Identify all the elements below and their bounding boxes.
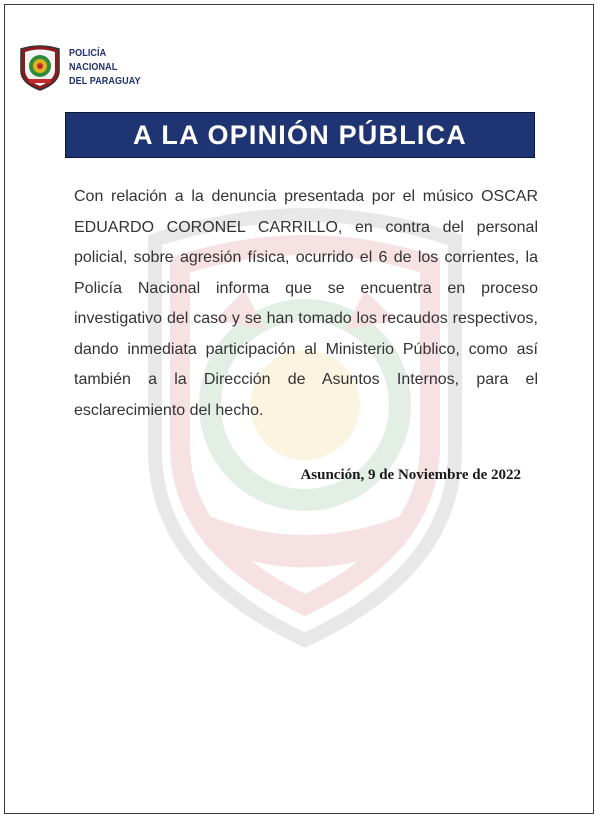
header-logo xyxy=(19,43,152,91)
org-name-line-2: NACIONAL xyxy=(69,61,118,73)
police-shield-icon xyxy=(19,43,61,91)
organization-name xyxy=(69,46,141,88)
org-name-line-1: POLICÍA xyxy=(69,47,107,59)
page-title: A LA OPINIÓN PÚBLICA xyxy=(133,119,467,150)
title-banner xyxy=(65,112,535,158)
document-page xyxy=(4,4,594,814)
statement-body: Con relación a la denuncia presentada por el músico OSCAR EDUARDO CORONEL CARRILLO, en contra del personal policial, sobre agresión física, ocurrido el 6 de los corrientes, la Policía Nacional informa que se encuentra en proceso investigativo del caso y se han tomado los recaudos respectivos, dando inmediata participación al Ministerio Público, como así también a la Dirección de Asuntos Internos, para el esclarecimiento del hecho. xyxy=(74,188,538,419)
org-name-line-3: DEL PARAGUAY xyxy=(69,75,141,87)
place-and-date: Asunción, 9 de Noviembre de 2022 xyxy=(300,467,521,483)
